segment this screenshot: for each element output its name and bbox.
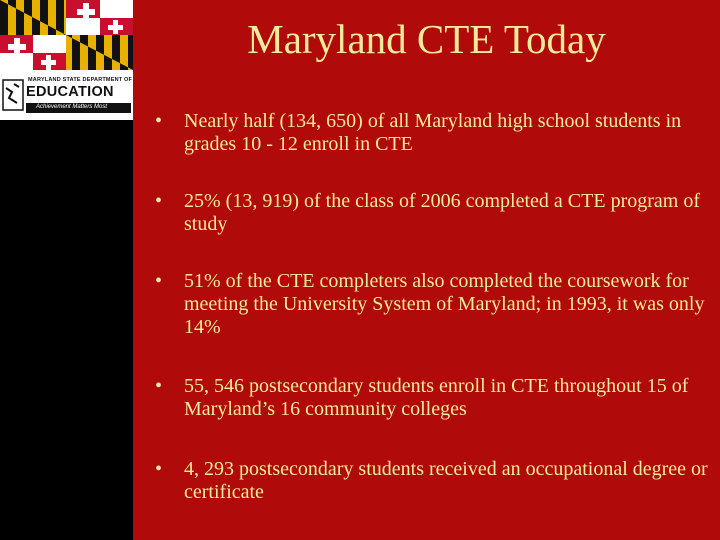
bullet-text: 55, 546 postsecondary students enroll in CTE throughout 15 of Maryland’s 16 community colleges (184, 375, 689, 420)
bullet-text: 4, 293 postsecondary students received an occupational degree or certificate (184, 458, 708, 503)
bullet-list (155, 110, 710, 504)
bullet-dot: • (155, 110, 163, 132)
bullet-item (155, 190, 710, 236)
bullet-dot: • (155, 190, 163, 212)
bullet-item (155, 110, 710, 156)
bullet-dot: • (155, 458, 163, 480)
maryland-flag-image (0, 0, 133, 70)
maryland-state-icon (2, 76, 24, 114)
bullet-item (155, 270, 710, 339)
bullet-dot: • (155, 270, 163, 292)
bullet-dot: • (155, 375, 163, 397)
slide-content-panel (133, 0, 720, 540)
msde-logo (0, 70, 133, 120)
bullet-text: 51% of the CTE completers also completed the coursework for meeting the University System of Maryland; in 1993, it was only 14% (184, 270, 705, 338)
logo-education-text: EDUCATION (26, 84, 114, 100)
bullet-text: Nearly half (134, 650) of all Maryland high school students in grades 10 - 12 enroll in CTE (184, 110, 682, 155)
logo-department-text: MARYLAND STATE DEPARTMENT OF (28, 77, 133, 83)
bullet-item (155, 375, 710, 421)
bullet-text: 25% (13, 919) of the class of 2006 completed a CTE program of study (184, 190, 700, 235)
logo-tagline: Achievement Matters Most (36, 104, 108, 110)
bullet-item (155, 458, 710, 504)
slide-title: Maryland CTE Today (247, 16, 606, 62)
